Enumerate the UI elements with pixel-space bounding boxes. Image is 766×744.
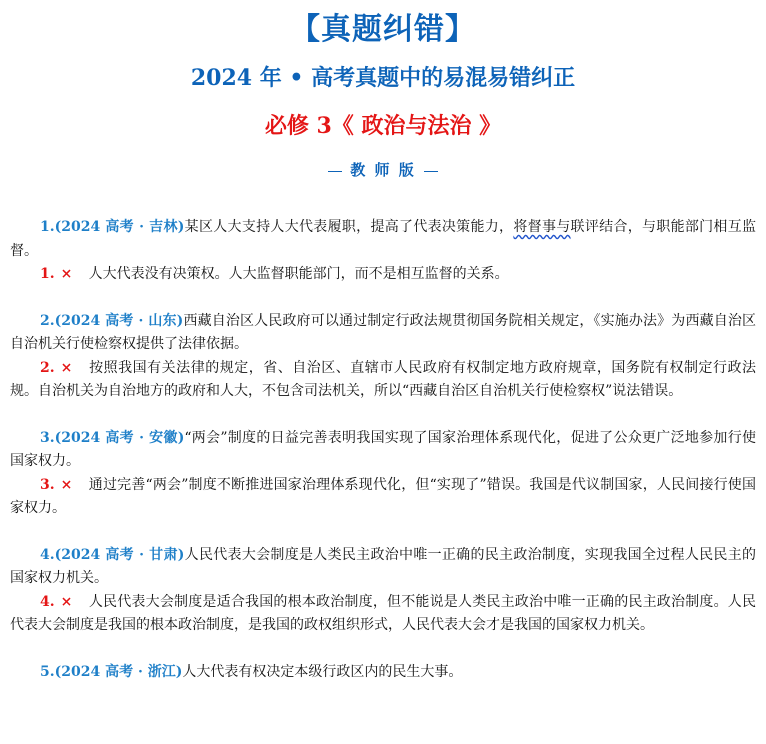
question-text: 人民代表大会制度是人类民主政治中唯一正确的民主政治制度，实现我国全过程人民民主的国家权力机关。	[10, 546, 756, 586]
answer-explanation	[10, 357, 756, 404]
question-number: 2.	[40, 312, 55, 329]
question-number: 3.	[40, 429, 55, 446]
question-item-4	[10, 544, 756, 638]
answer-number: 2.	[40, 359, 55, 376]
question-source: (2024 高考 · 甘肃)	[54, 546, 185, 563]
answer-number: 1.	[40, 266, 55, 282]
wrong-mark-icon: ×	[60, 266, 73, 282]
spellcheck-underlined-text: 将督事与	[513, 219, 571, 235]
question-source: (2024 高考 · 浙江)	[54, 663, 183, 680]
question-statement	[10, 216, 756, 263]
question-text: 某区人大支持人大代表履职，提高了代表决策能力，	[184, 219, 514, 235]
question-text: 人大代表有权决定本级行政区内的民生大事。	[182, 663, 463, 680]
dash-right-icon	[424, 171, 438, 172]
question-item-3	[10, 427, 756, 521]
question-item-1	[10, 216, 756, 287]
explanation-text: 通过完善“两会”制度不断推进国家治理体系现代化，但“实现了”错误。我国是代议制国家，人民间接行使国家权力。	[10, 476, 756, 516]
wrong-mark-icon: ×	[60, 593, 73, 610]
question-statement	[10, 427, 756, 474]
question-source: (2024 高考 · 安徽)	[54, 429, 185, 446]
question-list	[10, 216, 756, 707]
question-number: 5.	[40, 663, 55, 680]
wrong-mark-icon: ×	[60, 359, 73, 376]
edition-text: 教 师 版	[350, 161, 416, 179]
question-number: 1.	[40, 219, 55, 235]
page-title: 【真题纠错】	[290, 12, 476, 47]
explanation-text: 人大代表没有决策权。人大监督职能部门，而不是相互监督的关系。	[88, 266, 509, 282]
answer-explanation	[10, 474, 756, 521]
wrong-mark-icon: ×	[60, 476, 73, 493]
question-item-2	[10, 310, 756, 404]
answer-explanation	[10, 591, 756, 638]
question-statement	[10, 544, 756, 591]
question-number: 4.	[40, 546, 55, 563]
dash-left-icon	[328, 171, 342, 172]
explanation-text: 按照我国有关法律的规定，省、自治区、直辖市人民政府有权制定地方政府规章，国务院有权制定行政法规。自治机关为自治地方的政府和人大，不包含司法机关，所以“西藏自治区自治机关行使检察权”说法错误。	[10, 359, 756, 399]
page-subtitle: 2024 年 • 高考真题中的易混易错纠正	[190, 65, 576, 91]
question-statement	[10, 310, 756, 357]
question-text: 西藏自治区人民政府可以通过制定行政法规贯彻国务院相关规定，《实施办法》为西藏自治区自治机关行使检察权提供了法律依据。	[10, 312, 756, 352]
answer-explanation	[10, 263, 756, 287]
question-source: (2024 高考 · 吉林)	[54, 219, 185, 235]
question-source: (2024 高考 · 山东)	[54, 312, 184, 329]
question-text: “两会”制度的日益完善表明我国实现了国家治理体系现代化，促进了公众更广泛地参加行使国家权力。	[10, 429, 756, 469]
edition-label	[0, 158, 766, 182]
explanation-text: 人民代表大会制度是适合我国的根本政治制度，但不能说是人类民主政治中唯一正确的民主政治制度。人民代表大会制度是我国的根本政治制度，是我国的政权组织形式，人民代表大会才是我国的国家权力机关。	[10, 593, 756, 633]
question-text-tail: 联评结合，与职能部门相互监督。	[10, 219, 757, 259]
question-item-5	[10, 661, 756, 685]
answer-number: 4.	[40, 593, 55, 610]
answer-number: 3.	[40, 476, 55, 493]
course-title: 必修 3《 政治与法治 》	[264, 113, 502, 139]
question-statement	[10, 661, 756, 685]
